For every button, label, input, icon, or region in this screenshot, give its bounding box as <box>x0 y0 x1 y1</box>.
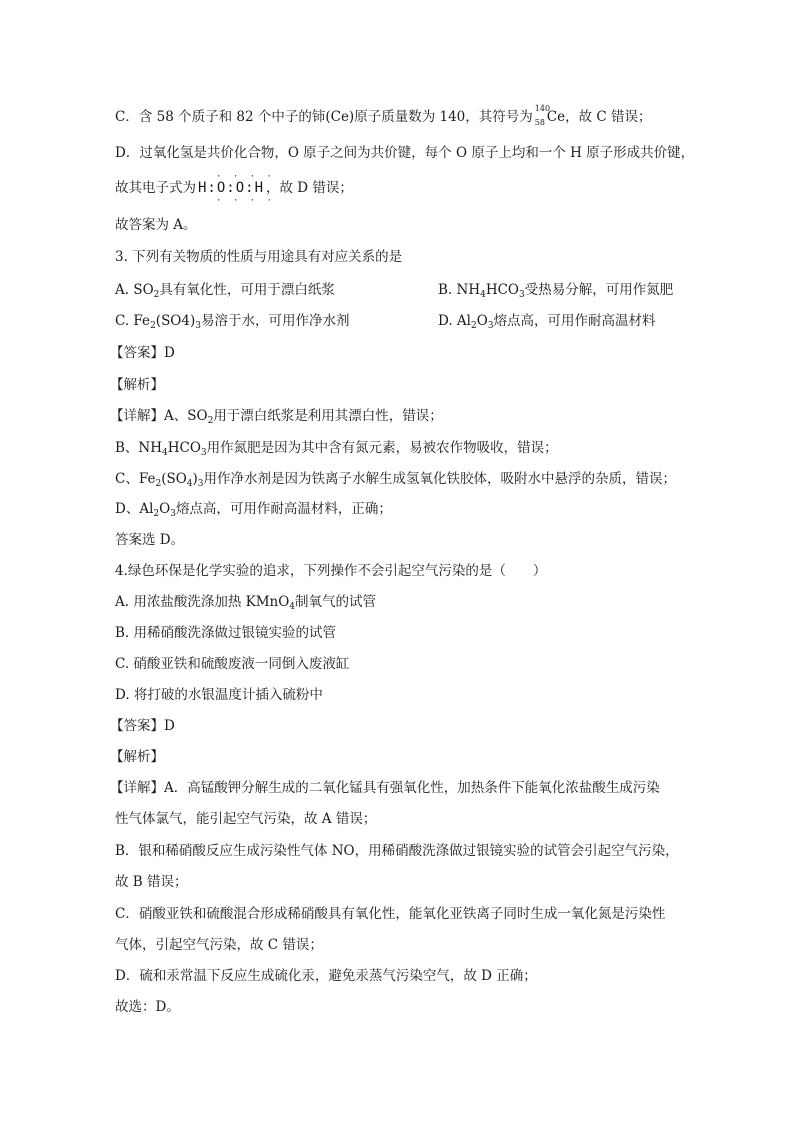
electron-dots-top: · · · · <box>216 172 275 182</box>
q4-option-c: C. 硝酸亚铁和硫酸废液一同倒入废液缸 <box>115 656 350 672</box>
q3-d-sub2: 3 <box>487 321 494 331</box>
q4-analysis-heading: 【解析】 <box>110 749 164 765</box>
q4-option-a <box>115 593 376 611</box>
electron-dots-bottom: · · · · <box>216 196 275 206</box>
q3-detail-c-mid: (SO <box>161 471 187 487</box>
q3-c-formula-mid: (SO4) <box>155 313 196 329</box>
q2-option-c-text: C．含 58 个质子和 82 个中子的铈(Ce)原子质量数为 140，其符号为 <box>115 109 533 125</box>
q3-b-sub2: 3 <box>519 290 525 300</box>
q4-detail-b-line2: 故 B 错误； <box>115 874 188 890</box>
q3-d-formula-mid: O <box>476 313 488 329</box>
q3-detail-d-mid: O <box>159 501 171 517</box>
q4-detail-a-line2: 性气体氯气，能引起空气污染，故 A 错误； <box>115 811 377 827</box>
q3-detail-b-mid: HCO <box>167 440 201 456</box>
q2-conclusion: 故答案为 A。 <box>115 217 197 233</box>
q2-option-c <box>115 104 652 127</box>
q2-option-d-line2 <box>115 172 353 206</box>
q3-stem: 3. 下列有关物质的性质与用途具有对应关系的是 <box>115 249 403 265</box>
q4-a-sub: 4 <box>289 602 296 612</box>
q4-option-d: D. 将打破的水银温度计插入硫粉中 <box>115 687 323 703</box>
q2-option-d-line1: D．过氧化氢是共价化合物，O 原子之间为共价键，每个 O 原子上均和一个 H 原子形成共价键， <box>115 145 695 161</box>
q3-a-sub: 2 <box>153 290 160 300</box>
q3-answer: 【答案】D <box>110 345 175 361</box>
q3-detail-c-sub1: 2 <box>155 479 162 489</box>
q3-detail-d <box>115 500 392 518</box>
q3-detail-b-sub1: 4 <box>162 448 168 458</box>
q4-detail-d: D．硫和汞常温下反应生成硫化汞，避免汞蒸气污染空气，故 D 正确； <box>115 968 537 984</box>
q3-detail-c-lead: C、Fe <box>115 471 156 487</box>
q4-a-text-end: 制氧气的试管 <box>295 594 377 610</box>
q3-option-d <box>438 312 656 330</box>
isotope-element: Ce <box>546 109 566 125</box>
q3-a-formula: A. SO <box>115 282 154 298</box>
q3-detail-c-sub2: 4 <box>186 479 193 489</box>
q2-option-c-conclusion: ，故 C 错误； <box>565 109 652 125</box>
q4-detail-b-line1: B．银和稀硝酸反应生成污染性气体 NO，用稀硝酸洗涤做过银镜实验的试管会引起空气污染， <box>115 843 679 859</box>
isotope-atomic-number: 58 <box>534 118 545 127</box>
q3-detail-b-text: 用作氮肥是因为其中含有氮元素，易被农作物吸收，错误； <box>206 440 558 456</box>
q3-c-formula: C. Fe <box>115 313 151 329</box>
q4-a-text: A. 用浓盐酸洗涤加热 KMnO <box>115 594 290 610</box>
q3-detail-c-text: 用作净水剂是因为铁离子水解生成氢氧化铁胶体，吸附水中悬浮的杂质，错误； <box>203 471 677 487</box>
q3-detail-a <box>110 407 443 425</box>
q4-option-b: B. 用稀硝酸洗涤做过银镜实验的试管 <box>115 625 337 641</box>
q3-d-formula: D. Al <box>438 313 471 329</box>
q3-c-text: 易溶于水，可用作净水剂 <box>200 313 350 329</box>
q3-b-text: 受热易分解，可用作氮肥 <box>524 282 674 298</box>
q2-option-d-conclusion: ，故 D 错误； <box>266 180 353 196</box>
q3-detail-a-lead: 【详解】A、SO <box>110 408 208 424</box>
q3-d-text: 熔点高，可用作耐高温材料 <box>493 313 656 329</box>
q3-detail-d-text: 熔点高，可用作耐高温材料，正确； <box>175 501 392 517</box>
q2-option-d-lead: 故其电子式为 <box>115 180 196 196</box>
q4-detail-a-line1: 【详解】A．高锰酸钾分解生成的二氧化锰具有强氧化性，加热条件下能氧化浓盐酸生成污染 <box>110 780 660 796</box>
q4-detail-c-line2: 气体，引起空气污染，故 C 错误； <box>115 937 323 953</box>
q3-detail-c-mid2: ) <box>192 471 198 487</box>
q3-detail-b-lead: B、NH <box>115 440 163 456</box>
electron-formula-text: H:O:O:H <box>198 180 265 196</box>
q4-conclusion: 故选：D。 <box>115 999 180 1015</box>
q4-detail-c-line1: C．硝酸亚铁和硫酸混合形成稀硝酸具有氧化性，能氧化亚铁离子同时生成一氧化氮是污染性 <box>115 906 666 922</box>
q4-stem: 4.绿色环保是化学实验的追求，下列操作不会引起空气污染的是（ ） <box>115 563 547 579</box>
q3-b-formula: B. NH <box>438 282 481 298</box>
q3-detail-c-sub3: 3 <box>197 479 204 489</box>
h2o2-electron-formula <box>196 172 275 206</box>
q3-d-sub1: 2 <box>471 321 477 331</box>
q3-detail-d-sub1: 2 <box>153 509 160 519</box>
q3-option-a <box>115 281 335 299</box>
q3-b-formula-mid: HCO <box>485 282 519 298</box>
q3-c-sub1: 2 <box>150 321 156 331</box>
q3-detail-d-lead: D、Al <box>115 501 154 517</box>
q3-conclusion: 答案选 D。 <box>115 532 185 548</box>
q3-detail-a-sub: 2 <box>207 416 214 426</box>
q3-analysis-heading: 【解析】 <box>110 377 164 393</box>
q3-b-sub1: 4 <box>480 290 486 300</box>
q3-detail-c <box>115 470 676 488</box>
q3-a-text: 具有氧化性，可用于漂白纸浆 <box>159 282 335 298</box>
q3-detail-d-sub2: 3 <box>170 509 176 519</box>
isotope-mass-number: 140 <box>534 104 551 113</box>
q3-option-c <box>115 312 349 330</box>
q3-detail-b-sub2: 3 <box>200 448 207 458</box>
q3-detail-a-text: 用于漂白纸浆是利用其漂白性，错误； <box>213 408 443 424</box>
q3-option-b <box>438 281 673 299</box>
q3-c-sub2: 3 <box>195 321 201 331</box>
q4-answer: 【答案】D <box>110 718 175 734</box>
cerium-isotope-symbol <box>533 104 551 127</box>
q3-detail-b <box>115 439 558 457</box>
